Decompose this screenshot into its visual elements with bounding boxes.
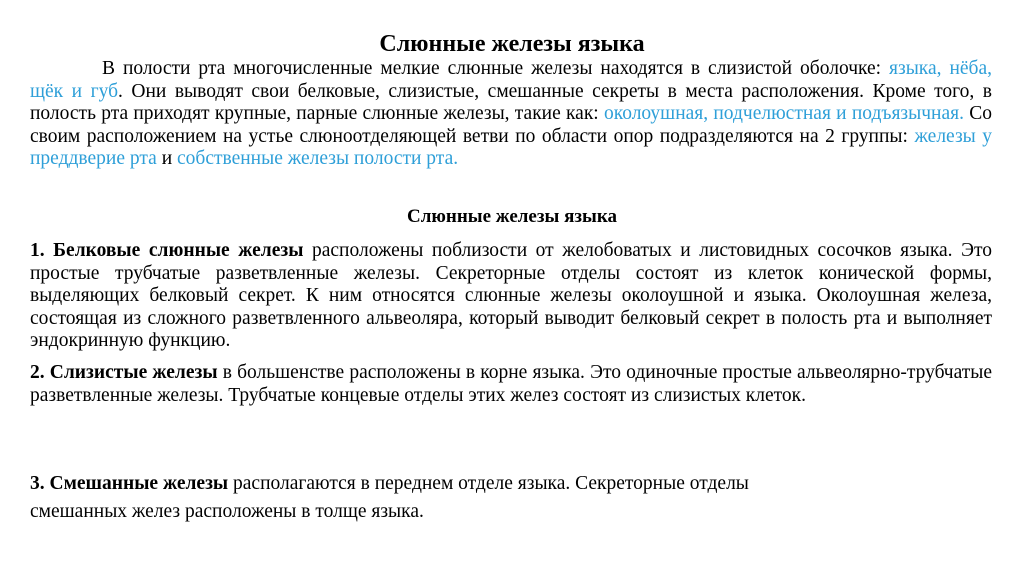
paragraph-protein-glands bbox=[30, 240, 992, 353]
intro-text-2: . Они выводят свои белковые, слизистые, смешанные секреты в места расположения. Кроме того, в полость рта приходят крупные, парные слюнные железы, такие как: bbox=[30, 80, 993, 124]
intro-highlight-major-glands: околоушная, подчелюстная и подъязычная. bbox=[603, 103, 964, 124]
paragraph-3-text-2: смешанных желез расположены в толще языка. bbox=[30, 500, 424, 522]
paragraph-2-heading: 2. Слизистые железы bbox=[30, 362, 218, 383]
paragraph-mixed-glands bbox=[30, 473, 992, 523]
paragraph-1-text: расположены поблизости от желобоватых и листовидных сосочков языка. Это простые трубчатые разветвленные железы. Секреторные отделы состоят из клеток конической формы, выделяющих белковый секрет. К ним относятся слюнные железы околоушной и языка. Околоушная железа, состоящая из сложного разветвленного альвеоляра, который выводит белковый секрет в полость рта и выполняет эндокринную функцию. bbox=[30, 240, 992, 351]
intro-text-4: и bbox=[156, 148, 177, 169]
paragraph-3-heading: 3. Смешанные железы bbox=[30, 473, 229, 494]
paragraph-1-heading: 1. Белковые слюнные железы bbox=[30, 240, 304, 261]
intro-text-1: В полости рта многочисленные мелкие слюнные железы находятся в слизистой оболочке: bbox=[102, 58, 890, 79]
section-subtitle: Слюнные железы языка bbox=[407, 206, 617, 227]
intro-highlight-oral-glands: собственные железы полости рта. bbox=[177, 148, 459, 169]
paragraph-3-text-1: располагаются в переднем отделе языка. Секреторные отделы bbox=[228, 473, 749, 494]
paragraph-2-text: в большенстве расположены в корне языка. Это одиночные простые альвеолярно-трубчатые разветвленные железы. Трубчатые концевые отделы этих желез состоят из слизистых клеток. bbox=[30, 362, 992, 406]
paragraph-mucous-glands bbox=[30, 362, 992, 407]
intro-paragraph bbox=[30, 58, 992, 171]
intro-highlight-locations: языка, нёба, щёк и губ bbox=[30, 58, 992, 102]
intro-text-3: Со своим расположением на устье слюноотделяющей ветви по области опор подразделяются на 2 группы: bbox=[30, 103, 992, 147]
intro-highlight-vestibule-glands: железы у преддверие рта bbox=[30, 125, 992, 169]
page-title: Слюнные железы языка bbox=[379, 31, 645, 57]
